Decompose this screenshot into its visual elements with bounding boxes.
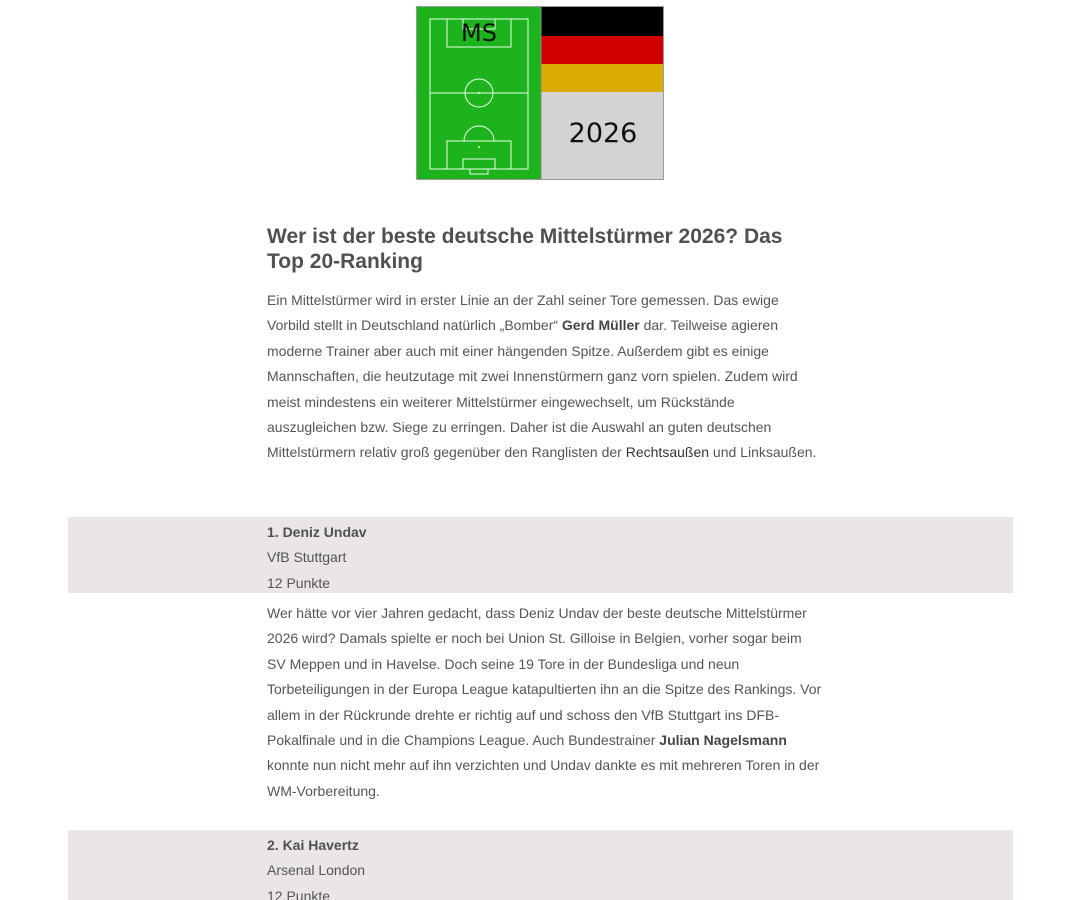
intro-text-2: dar. Teilweise agieren moderne Trainer aber auch mit einer hängenden Spitze. Außerdem gibt es einige Mannschaften, die heutzutage mit zwei Innenstürmern ganz vorn spielen. Zudem wird meist mindestens ein weiterer Mittelstürmer eingewechselt, um Rückstände auszugleichen bzw. Siege zu erringen. Daher ist die Auswahl an guten deutschen Mittelstürmern relativ groß gegenüber den Ranglisten der [267,317,798,461]
intro-text-3: und Linksaußen. [709,444,817,461]
ranking-description-1 [267,601,822,804]
ranking-club: VfB Stuttgart [267,549,347,566]
desc-bold-julian-nagelsmann: Julian Nagelsmann [659,732,787,749]
ranking-info-2 [267,833,365,900]
intro-paragraph [267,288,817,466]
logo-ms-label: MS [461,19,497,47]
desc-text-1: Wer hätte vor vier Jahren gedacht, dass Deniz Undav der beste deutsche Mittelstürmer 2026 wird? Damals spielte er noch bei Union St. Gilloise in Belgien, vorher sogar beim SV Meppen und in Havelse. Doch seine 19 Tore in der Bundesliga und neun Torbeteiligungen in der Europa League katapultierten ihn an die Spitze des Rankings. Vor allem in der Rückrunde drehte er richtig auf und schoss den VfB Stuttgart ins DFB-Pokalfinale und in die Champions League. Auch Bundestrainer [267,605,822,749]
intro-text-1: Ein Mittelstürmer wird in erster Linie an der Zahl seiner Tore gemessen. Das ewige Vorbild stellt in Deutschland natürlich „Bomber“ [267,292,779,334]
ranking-points: 12 Punkte [267,574,331,591]
logo-year-label: 2026 [568,118,638,149]
ranking-points: 12 Punkte [267,887,331,900]
flag-gold-stripe [541,64,663,92]
ranking-box-1 [68,517,1013,593]
article-title: Wer ist der beste deutsche Mittelstürmer 2026? Das Top 20-Ranking [267,225,783,273]
ms-2026-logo [416,6,664,180]
ranking-club: Arsenal London [267,862,366,879]
flag-black-stripe [541,7,663,36]
desc-text-2: konnte nun nicht mehr auf ihn verzichten und Undav dankte es mit mehreren Toren in der WM-Vorbereitung. [267,757,820,799]
ranking-name: 2. Kai Havertz [267,837,359,853]
ranking-name: 1. Deniz Undav [267,524,367,540]
link-rechtsaussen[interactable]: Rechtsaußen [625,444,710,461]
flag-red-stripe [541,36,663,64]
ranking-box-2 [68,830,1013,900]
intro-bold-gerd-mueller: Gerd Müller [561,317,640,334]
ranking-info-1 [267,520,367,596]
